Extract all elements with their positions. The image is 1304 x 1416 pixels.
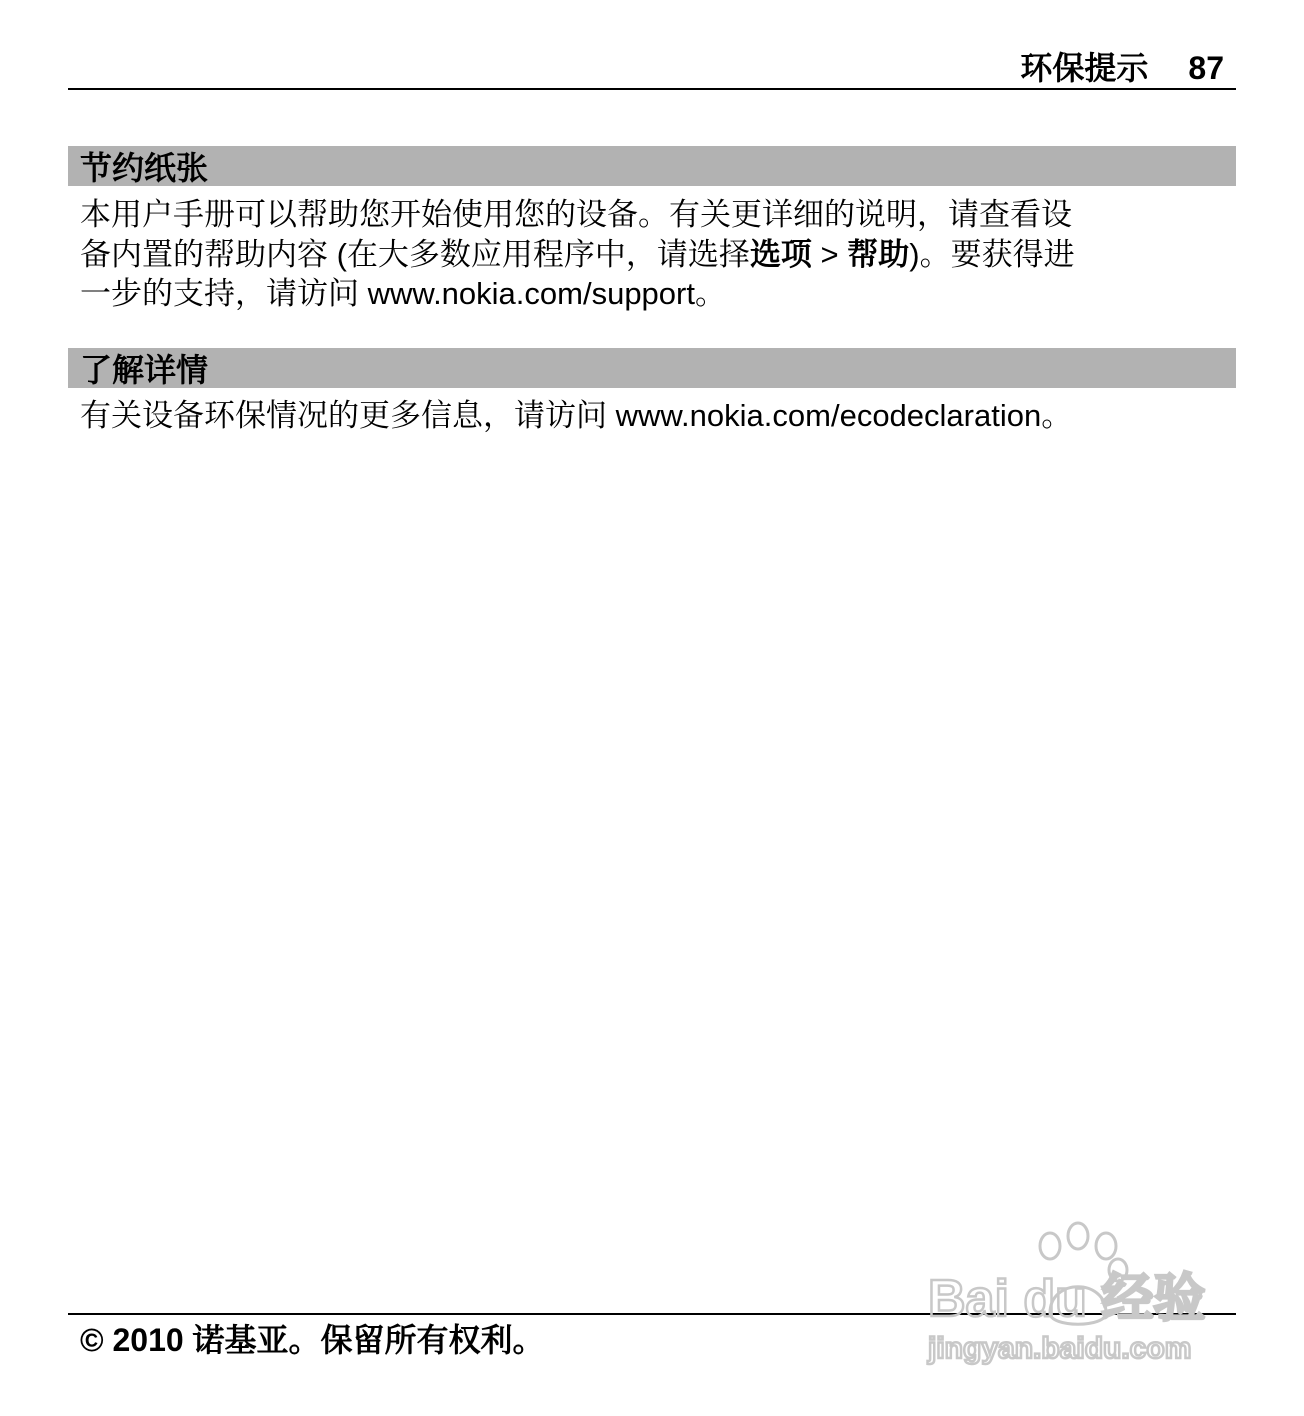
watermark-logo-icon [918,1218,1238,1368]
baidu-jingyan-watermark [918,1218,1238,1368]
section-heading-text: 了解详情 [80,352,209,388]
support-link-text: 一步的支持，请访问 www.nokia.com/support。 [80,276,726,311]
paragraph-line [80,274,1228,314]
section-heading-save-paper [68,146,1236,186]
paragraph-line [80,235,1228,275]
paragraph-line [80,396,1228,436]
menu-option-help: 帮助 [847,236,910,272]
paragraph-save-paper [80,195,1228,314]
section-heading-text: 节约纸张 [80,150,209,186]
text-run: 本用户手册可以帮助您开始使用您的设备。有关更详细的说明，请查看设 [80,197,1072,232]
page-header [68,44,1236,90]
chapter-title: 环保提示 [1020,50,1149,86]
running-head [1020,50,1224,86]
copyright-notice: © 2010 诺基亚。保留所有权利。 [80,1322,545,1358]
page-number: 87 [1188,50,1224,86]
section-heading-learn-more [68,348,1236,388]
menu-option-options: 选项 [749,236,812,272]
eco-declaration-link-text: 有关设备环保情况的更多信息，请访问 www.nokia.com/ecodeclaration。 [80,398,1073,433]
paragraph-learn-more [80,396,1228,436]
menu-separator: > [811,236,848,272]
watermark-logo-text: Bai du 经验 [928,1270,1206,1328]
text-run: )。要获得进 [909,236,1075,272]
footer-divider [68,1313,1236,1315]
watermark-url: jingyan.baidu.com [928,1332,1192,1365]
paragraph-line [80,195,1228,235]
text-run: 备内置的帮助内容 (在大多数应用程序中，请选择 [80,236,750,272]
